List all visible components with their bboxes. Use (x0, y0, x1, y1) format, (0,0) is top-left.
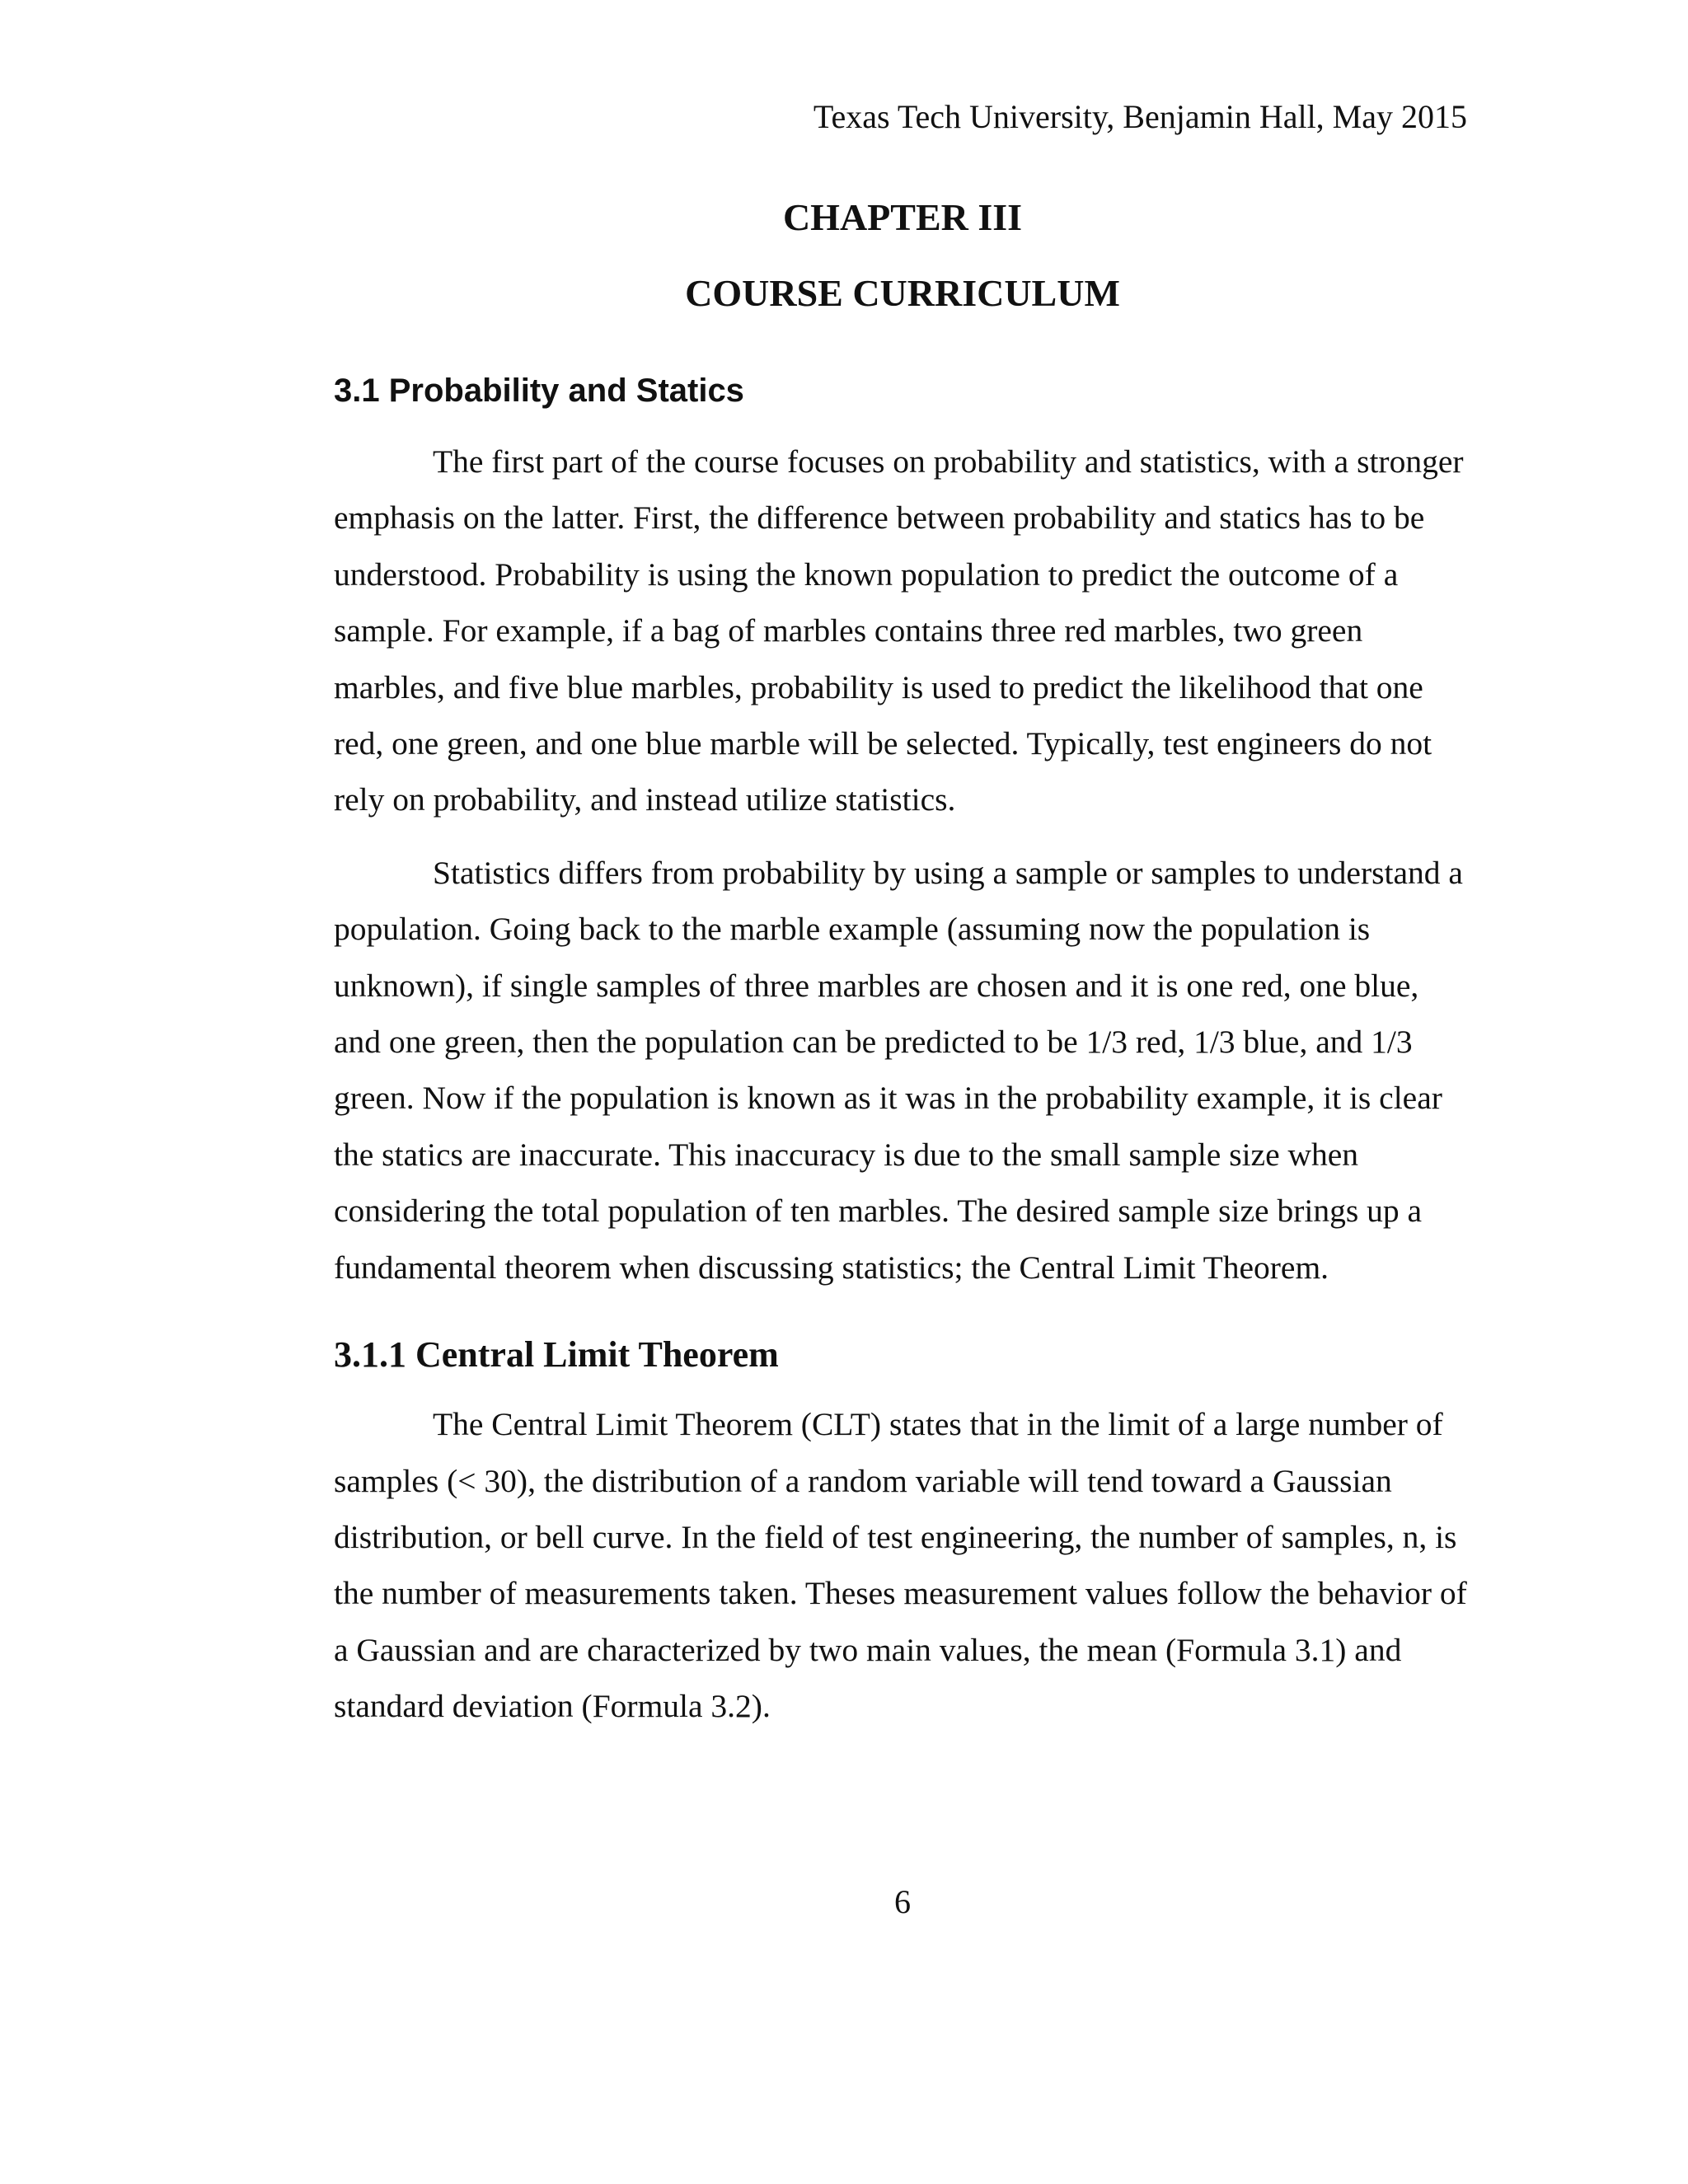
section-heading-3-1: 3.1 Probability and Statics (334, 373, 744, 409)
page-number: 6 (894, 1883, 911, 1920)
page-content (334, 366, 1467, 1751)
body-paragraph: The first part of the course focuses on probability and statistics, with a stronger emphasis on the latter. First, the difference between probability and statics has to be understood. Probability is using the known population to predict the outcome of a sample. For example, if a bag of marbles contains three red marbles, two green marbles, and five blue marbles, probability is used to predict the likelihood that one red, one green, and one blue marble will be selected. Typically, test engineers do not rely on probability, and instead utilize statistics. (334, 443, 1464, 818)
running-header: Texas Tech University, Benjamin Hall, May 2015 (813, 98, 1467, 135)
body-paragraph: The Central Limit Theorem (CLT) states that in the limit of a large number of samples (< 30), the distribution of a random variable will tend toward a Gaussian distribution, or bell curve. In the field of test engineering, the number of samples, n, is the number of measurements taken. Theses measurement values follow the behavior of a Gaussian and are characterized by two main values, the mean (Formula 3.1) and standard deviation (Formula 3.2). (334, 1406, 1467, 1725)
body-paragraph: Statistics differs from probability by using a sample or samples to understand a population. Going back to the marble example (assuming now the population is unknown), if single samples of three marbles are chosen and it is one red, one blue, and one green, then the population can be predicted to be 1/3 red, 1/3 blue, and 1/3 green. Now if the population is known as it was in the probability example, it is clear the statics are inaccurate. This inaccuracy is due to the small sample size when considering the total population of ten marbles. The desired sample size brings up a fundamental theorem when discussing statistics; the Central Limit Theorem. (334, 854, 1463, 1286)
subsection-heading-3-1-1: 3.1.1 Central Limit Theorem (334, 1334, 779, 1376)
chapter-title: COURSE CURRICULUM (685, 272, 1120, 314)
chapter-number: CHAPTER III (782, 196, 1023, 238)
